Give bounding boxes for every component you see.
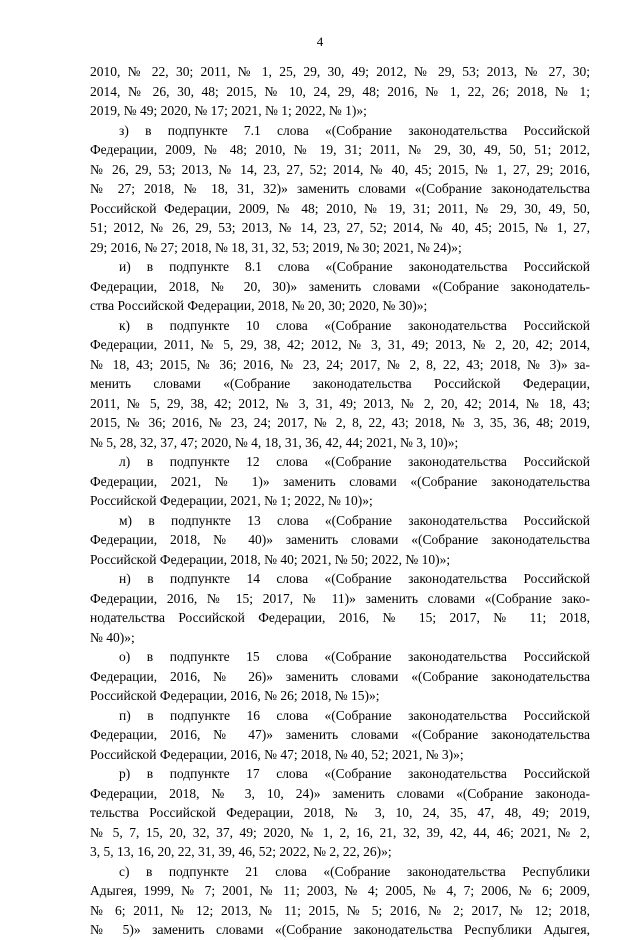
text-line: № 27; 2018, № 18, 31, 32)» заменить словами «(Собрание законодательства	[90, 181, 590, 196]
text-line: с) в подпункте 21 слова «(Собрание законодательства Республики	[119, 863, 590, 879]
text-line: Федерации, 2018, № 3, 10, 24)» заменить словами «(Собрание законода-	[90, 785, 590, 801]
text-line: Российской Федерации, 2016, № 26; 2018, № 15)»;	[90, 688, 380, 703]
text-line: Федерации, 2016, № 15; 2017, № 11)» заменить словами «(Собрание зако-	[90, 590, 590, 606]
text-line: к) в подпункте 10 слова «(Собрание законодательства Российской	[119, 317, 590, 333]
document-body	[90, 62, 590, 940]
text-line: № 26, 29, 53; 2013, № 14, 23, 27, 52; 2014, № 40, 45; 2015, № 1, 27, 29; 2016,	[90, 161, 590, 177]
text-line: и) в подпункте 8.1 слова «(Собрание законодательства Российской	[119, 259, 590, 274]
text-line: л) в подпункте 12 слова «(Собрание законодательства Российской	[119, 454, 590, 469]
text-line: Федерации, 2018, № 20, 30)» заменить словами «(Собрание законодатель-	[90, 278, 590, 294]
text-line: Федерации, 2016, № 47)» заменить словами «(Собрание законодательства	[90, 727, 590, 742]
text-line: 2014, № 26, 30, 48; 2015, № 10, 24, 29, 48; 2016, № 1, 22, 26; 2018, № 1;	[90, 83, 590, 99]
text-line: Федерации, 2018, № 40)» заменить словами «(Собрание законодательства	[90, 532, 590, 547]
text-line: н) в подпункте 14 слова «(Собрание законодательства Российской	[119, 571, 590, 586]
text-line: № 5)» заменить словами «(Собрание законодательства Республики Адыгея,	[90, 922, 590, 937]
text-line: Федерации, 2021, № 1)» заменить словами «(Собрание законодательства	[90, 473, 590, 489]
text-line: 2010, № 22, 30; 2011, № 1, 25, 29, 30, 49; 2012, № 29, 53; 2013, № 27, 30;	[90, 64, 590, 79]
text-line: Федерации, 2016, № 26)» заменить словами «(Собрание законодательства	[90, 668, 590, 684]
text-line: 29; 2016, № 27; 2018, № 18, 31, 32, 53; 2019, № 30; 2021, № 24)»;	[90, 239, 462, 255]
text-line: № 5, 7, 15, 20, 32, 37, 49; 2020, № 1, 2, 16, 21, 32, 39, 42, 44, 46; 2021, № 2,	[90, 824, 590, 840]
text-line: п) в подпункте 16 слова «(Собрание законодательства Российской	[119, 707, 590, 723]
text-line: Российской Федерации, 2009, № 48; 2010, № 19, 31; 2011, № 29, 30, 49, 50,	[90, 200, 590, 216]
text-line: м) в подпункте 13 слова «(Собрание законодательства Российской	[119, 512, 590, 528]
text-line: Федерации, 2011, № 5, 29, 38, 42; 2012, № 3, 31, 49; 2013, № 2, 20, 42; 2014,	[90, 337, 590, 352]
text-line: р) в подпункте 17 слова «(Собрание законодательства Российской	[119, 766, 590, 781]
text-line: тельства Российской Федерации, 2018, № 3, 10, 24, 35, 47, 48, 49; 2019,	[90, 805, 590, 820]
text-line: Российской Федерации, 2018, № 40; 2021, № 50; 2022, № 10)»;	[90, 551, 451, 567]
text-line: Российской Федерации, 2021, № 1; 2022, № 10)»;	[90, 493, 373, 508]
page-number: 4	[316, 34, 324, 49]
text-line: 3, 5, 13, 16, 20, 22, 31, 39, 46, 52; 2022, № 2, 22, 26)»;	[90, 844, 392, 859]
text-line: № 6; 2011, № 12; 2013, № 11; 2015, № 5; 2016, № 2; 2017, № 12; 2018,	[90, 902, 590, 918]
text-line: № 18, 43; 2015, № 36; 2016, № 23, 24; 2017, № 2, 8, 22, 43; 2018, № 3)» за-	[90, 356, 590, 372]
text-line: менить словами «(Собрание законодательства Российской Федерации,	[90, 376, 590, 391]
text-line: 2019, № 49; 2020, № 17; 2021, № 1; 2022, № 1)»;	[90, 103, 367, 118]
text-line: о) в подпункте 15 слова «(Собрание законодательства Российской	[119, 649, 590, 664]
text-line: нодательства Российской Федерации, 2016, № 15; 2017, № 11; 2018,	[90, 610, 590, 625]
text-line: ства Российской Федерации, 2018, № 20, 30; 2020, № 30)»;	[90, 298, 428, 313]
text-line: з) в подпункте 7.1 слова «(Собрание законодательства Российской	[119, 122, 590, 138]
text-line: № 40)»;	[90, 629, 135, 645]
text-line: Российской Федерации, 2016, № 47; 2018, № 40, 52; 2021, № 3)»;	[90, 746, 464, 762]
text-line: 2011, № 5, 29, 38, 42; 2012, № 3, 31, 49; 2013, № 2, 20, 42; 2014, № 18, 43;	[90, 395, 590, 411]
text-line: 2015, № 36; 2016, № 23, 24; 2017, № 2, 8, 22, 43; 2018, № 3, 35, 36, 48; 2019,	[90, 415, 590, 430]
text-line: Адыгея, 1999, № 7; 2001, № 11; 2003, № 4; 2005, № 4, 7; 2006, № 6; 2009,	[90, 883, 590, 898]
text-line: № 5, 28, 32, 37, 47; 2020, № 4, 18, 31, 36, 42, 44; 2021, № 3, 10)»;	[90, 434, 459, 450]
text-line: Федерации, 2009, № 48; 2010, № 19, 31; 2011, № 29, 30, 49, 50, 51; 2012,	[90, 142, 590, 157]
text-line: 51; 2012, № 26, 29, 53; 2013, № 14, 23, 27, 52; 2014, № 40, 45; 2015, № 1, 27,	[90, 220, 590, 235]
